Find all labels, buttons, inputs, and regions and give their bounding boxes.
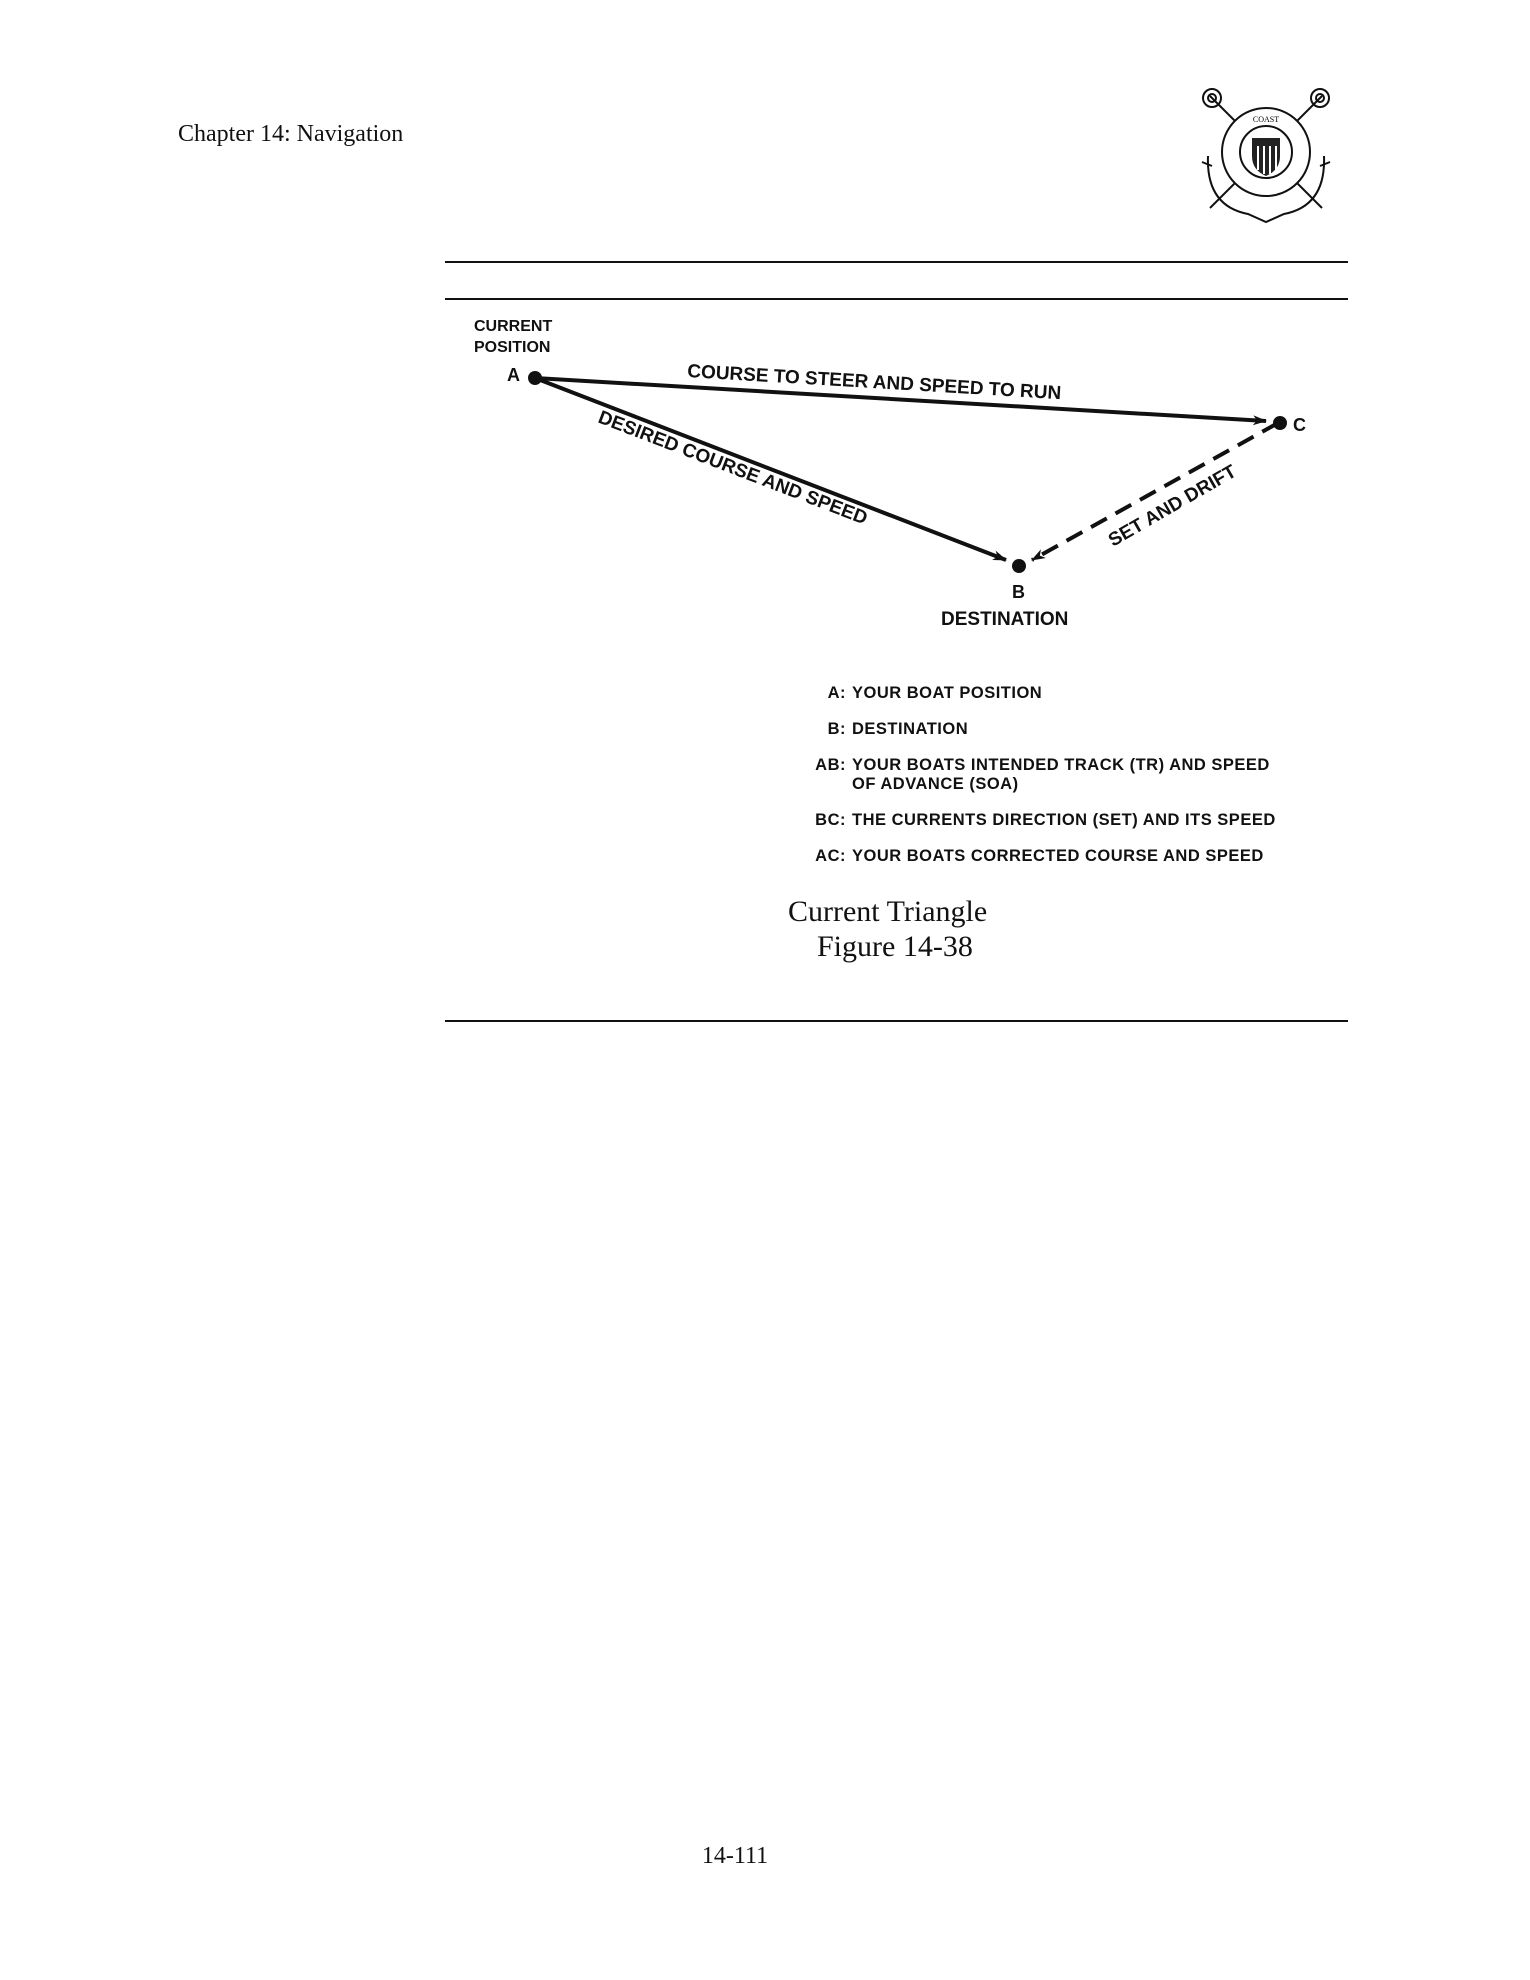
legend-row: [800, 756, 1312, 794]
point-b-dot: [1012, 559, 1026, 573]
destination-label: DESTINATION: [941, 609, 1069, 630]
legend-row: [800, 847, 1312, 866]
chapter-header: Chapter 14: Navigation: [178, 121, 404, 147]
desired-course-arrow: [535, 378, 1006, 560]
figure-title: Current Triangle: [788, 895, 988, 928]
point-a-label: A: [507, 365, 520, 385]
legend-text: DESTINATION: [852, 720, 969, 738]
legend-key: AC:: [815, 847, 846, 865]
set-and-drift-label: SET AND DRIFT: [1105, 461, 1241, 552]
set-and-drift-arrow: [1032, 423, 1278, 560]
legend-row: [800, 811, 1312, 830]
point-c-label: C: [1293, 415, 1306, 435]
point-a-dot: [528, 371, 542, 385]
legend-text: YOUR BOAT POSITION: [852, 684, 1043, 702]
legend-row: [800, 720, 1312, 739]
legend-key: B:: [827, 720, 846, 738]
legend-key: A:: [827, 684, 846, 702]
current-position-label-2: POSITION: [474, 339, 551, 356]
legend-text: THE CURRENTS DIRECTION (SET) AND ITS SPEED: [852, 811, 1276, 829]
current-position-label-1: CURRENT: [474, 318, 553, 335]
diagram-legend: [800, 684, 1312, 883]
svg-text:COAST: COAST: [1252, 115, 1280, 124]
legend-key: AB:: [815, 756, 846, 774]
point-c-dot: [1273, 416, 1287, 430]
point-b-label: B: [1012, 582, 1025, 602]
legend-row: [800, 684, 1312, 703]
desired-course-label: DESIRED COURSE AND SPEED: [595, 407, 871, 530]
course-to-steer-label: COURSE TO STEER AND SPEED TO RUN: [686, 361, 1062, 405]
legend-text: YOUR BOATS INTENDED TRACK (TR) AND SPEED OF ADVANCE (SOA): [852, 756, 1270, 793]
legend-key: BC:: [815, 811, 846, 829]
legend-text: YOUR BOATS CORRECTED COURSE AND SPEED: [852, 847, 1264, 865]
figure-number: Figure 14-38: [817, 930, 973, 963]
page-number: 14-111: [701, 1843, 769, 1869]
